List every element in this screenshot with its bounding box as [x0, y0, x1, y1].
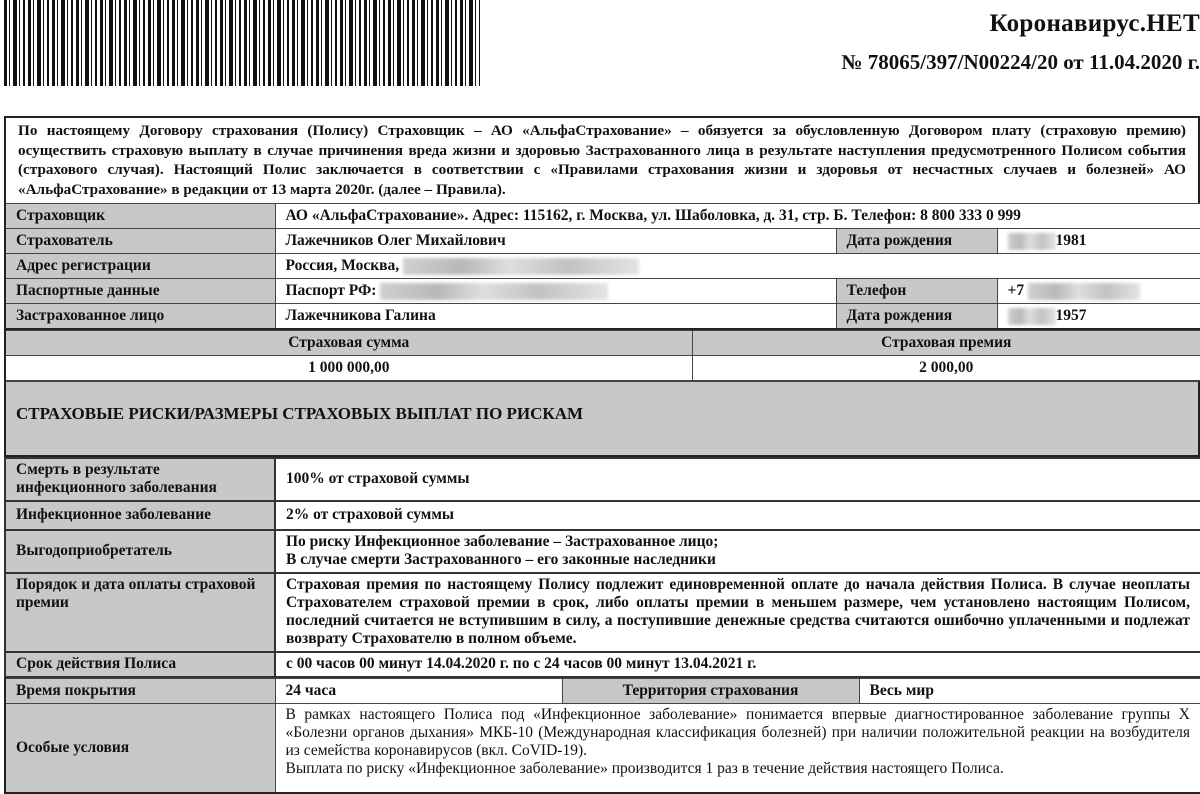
barcode: [4, 0, 480, 86]
territory-label: Территория страхования: [562, 678, 859, 703]
policyholder-dob: 1981: [997, 229, 1200, 254]
payment-value: Страховая премия по настоящему Полису подлежит единовременной оплате до начала действия Полиса. В случае неоплаты Страхователем страховой премии в срок, либо оплаты премии в меньшем размере, чем установлено настоящим Полисом, последний считается не вступившим в силу, а поступившие денежные средства считаются ошибочно уплаченными и подлежат возврату Страхователю в полном объеме.: [275, 573, 1200, 652]
insured-value: Лажечникова Галина: [275, 304, 836, 329]
insurer-label: Страховщик: [5, 204, 275, 229]
coverage-time-label: Время покрытия: [5, 678, 275, 703]
policyholder-label: Страхователь: [5, 229, 275, 254]
policy-document: [4, 116, 1200, 794]
passport-row: [5, 279, 1200, 304]
special-conditions-label: Особые условия: [5, 703, 275, 793]
sum-value: 1 000 000,00: [5, 355, 692, 380]
risk-death-label: Смерть в результате инфекционного заболевания: [5, 458, 275, 501]
redacted-blur: [380, 283, 608, 300]
insured-dob: 1957: [997, 304, 1200, 329]
insurer-value: АО «АльфаСтрахование». Адрес: 115162, г. Москва, ул. Шаболовка, д. 31, стр. Б. Телефон: 8 800 333 0 999: [275, 204, 1200, 229]
phone-label: Телефон: [836, 279, 997, 304]
term-value: с 00 часов 00 минут 14.04.2020 г. по с 24 часов 00 минут 13.04.2021 г.: [275, 652, 1200, 677]
redacted-blur: [403, 258, 639, 275]
risk-infection-label: Инфекционное заболевание: [5, 501, 275, 530]
risk-death-value: 100% от страховой суммы: [275, 458, 1200, 501]
special-conditions-row: [5, 703, 1200, 793]
risks-table: [4, 457, 1200, 678]
policyholder-dob-label: Дата рождения: [836, 229, 997, 254]
parties-table: [4, 203, 1200, 330]
coverage-table: [4, 678, 1200, 794]
premium-header: Страховая премия: [692, 330, 1200, 355]
term-label: Срок действия Полиса: [5, 652, 275, 677]
amounts-table: [4, 330, 1200, 381]
policyholder-row: [5, 229, 1200, 254]
coverage-time-value: 24 часа: [275, 678, 562, 703]
risk-death-row: [5, 458, 1200, 501]
phone-value: +7: [997, 279, 1200, 304]
risk-infection-value: 2% от страховой суммы: [275, 501, 1200, 530]
address-value: Россия, Москва,: [275, 254, 1200, 279]
insurer-row: [5, 204, 1200, 229]
intro-paragraph: По настоящему Договору страхования (Полису) Страховщик – АО «АльфаСтрахование» – обязуется за обусловленную Договором плату (страховую премию) осуществить страховую выплату в случае причинения вреда жизни и здоровью Застрахованного лица в результате наступления предусмотренного Полисом события (страхового случая). Настоящий Полис заключается в соответствии с «Правилами страхования жизни и здоровья от несчастных случаев и болезней» АО «АльфаСтрахование» в редакции от 13 марта 2020г. (далее – Правила).: [4, 116, 1200, 203]
insured-label: Застрахованное лицо: [5, 304, 275, 329]
risks-section-title: СТРАХОВЫЕ РИСКИ/РАЗМЕРЫ СТРАХОВЫХ ВЫПЛАТ ПО РИСКАМ: [4, 381, 1200, 457]
beneficiary-value: По риску Инфекционное заболевание – Застрахованное лицо; В случае смерти Застрахованного – его законные наследники: [275, 530, 1200, 573]
policy-number: № 78065/397/N00224/20 от 11.04.2020 г.: [841, 50, 1200, 74]
insured-dob-label: Дата рождения: [836, 304, 997, 329]
territory-value: Весь мир: [859, 678, 1200, 703]
redacted-blur: [1028, 283, 1140, 300]
insured-row: [5, 304, 1200, 329]
address-row: [5, 254, 1200, 279]
address-label: Адрес регистрации: [5, 254, 275, 279]
sum-header: Страховая сумма: [5, 330, 692, 355]
beneficiary-label: Выгодоприобретатель: [5, 530, 275, 573]
document-title: Коронавирус.НЕТ: [989, 10, 1200, 37]
policyholder-value: Лажечников Олег Михайлович: [275, 229, 836, 254]
redacted-blur: [1008, 233, 1056, 250]
beneficiary-row: [5, 530, 1200, 573]
payment-row: [5, 573, 1200, 652]
passport-value: Паспорт РФ:: [275, 279, 836, 304]
payment-label: Порядок и дата оплаты страховой премии: [5, 573, 275, 652]
passport-label: Паспортные данные: [5, 279, 275, 304]
term-row: [5, 652, 1200, 677]
risk-infection-row: [5, 501, 1200, 530]
redacted-blur: [1008, 308, 1056, 325]
premium-value: 2 000,00: [692, 355, 1200, 380]
special-conditions-value: В рамках настоящего Полиса под «Инфекционное заболевание» понимается впервые диагностированное заболевание группы X «Болезни органов дыхания» МКБ-10 (Международная классификация болезней) при наличии положительной реакции на возбудителя из семейства коронавирусов (вкл. CoVID-19). Выплата по риску «Инфекционное заболевание» производится 1 раз в течение действия настоящего Полиса.: [275, 703, 1200, 793]
